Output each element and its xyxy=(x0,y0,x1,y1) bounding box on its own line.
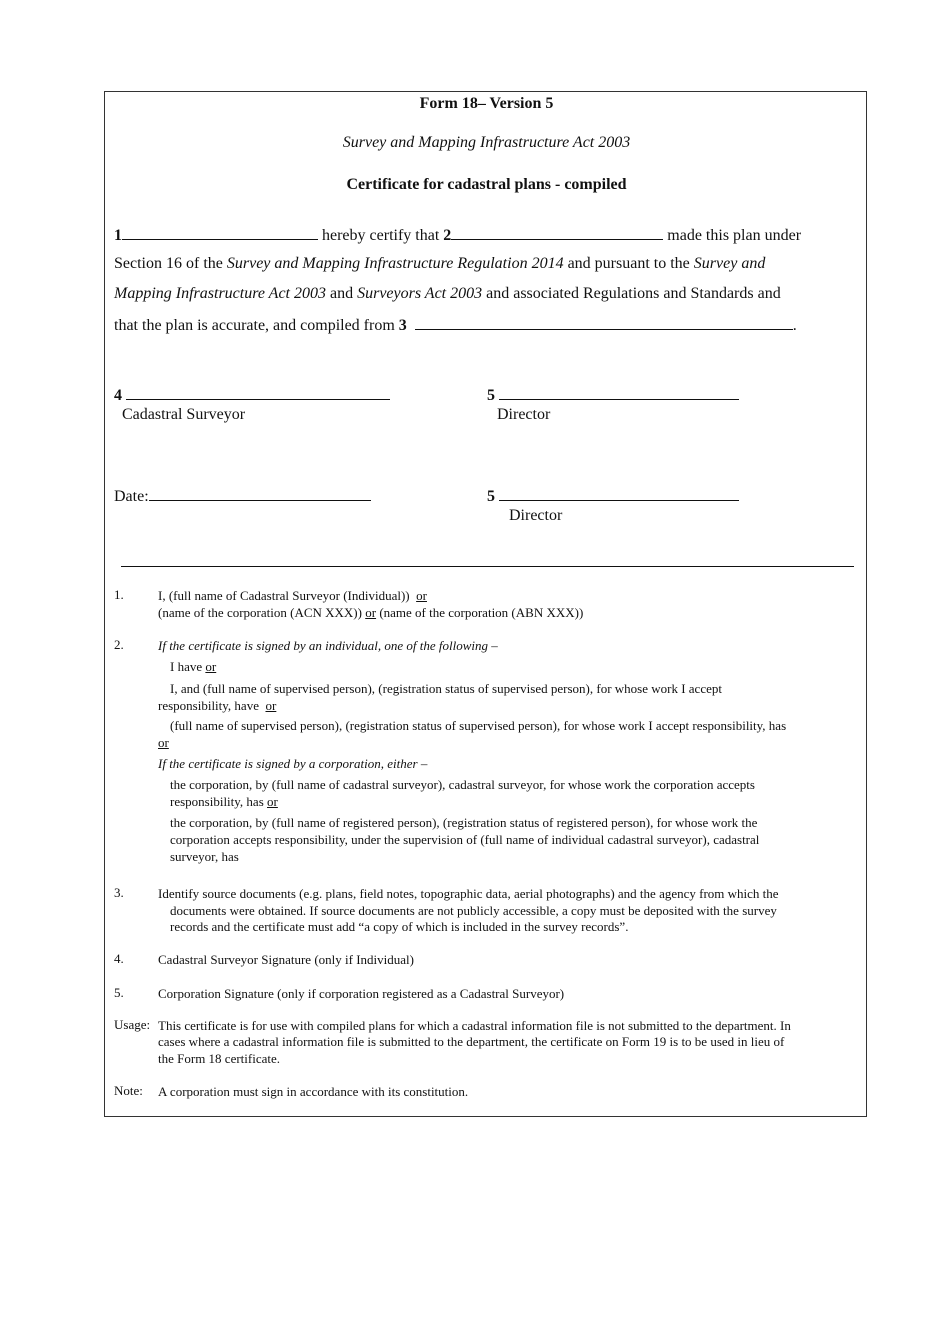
field-number-2: 2 xyxy=(443,227,452,244)
surveyor-signature-line: 4 xyxy=(114,385,390,405)
field-number-3: 3 xyxy=(398,317,407,334)
note-2-option-d-line-1: the corporation, by (full name of cadastral surveyor), cadastral surveyor, for whose work the corporation accepts xyxy=(170,777,755,792)
note-2-option-c-line-1: (full name of supervised person), (registration status of supervised person), for whose work I accept responsibility, has xyxy=(170,718,787,733)
note-text: A corporation must sign in accordance with its constitution. xyxy=(158,1084,469,1099)
note-5-text: Corporation Signature (only if corporation registered as a Cadastral Surveyor) xyxy=(158,986,565,1001)
director-signature-line-2: 5 xyxy=(487,486,739,506)
certificate-line-4: that the plan is accurate, and compiled from 3 . xyxy=(114,317,797,334)
note-2-number: 2. xyxy=(114,637,124,652)
note-1-line-1: I, (full name of Cadastral Surveyor (Individual)) or xyxy=(158,588,427,603)
director-signature-blank-1[interactable] xyxy=(499,385,739,400)
surveyor-signature-blank[interactable] xyxy=(126,385,390,400)
date-line xyxy=(114,486,371,506)
note-4-text: Cadastral Surveyor Signature (only if Individual) xyxy=(158,952,414,967)
note-2-option-c-or: or xyxy=(158,735,169,750)
act-title: Survey and Mapping Infrastructure Act 2003 xyxy=(342,134,631,151)
note-3-line-2: documents were obtained. If source documents are not publicly accessible, a copy must be deposited with the survey xyxy=(170,903,777,918)
note-2-heading: If the certificate is signed by an individual, one of the following – xyxy=(158,638,498,653)
certificate-title: Certificate for cadastral plans - compiled xyxy=(346,176,627,193)
note-2-option-d-line-2: responsibility, has or xyxy=(170,794,278,809)
director-label-1: Director xyxy=(497,406,551,423)
form-title: Form 18– Version 5 xyxy=(419,95,554,112)
director-label-2: Director xyxy=(509,507,563,524)
note-1-line-2: (name of the corporation (ACN XXX)) or (name of the corporation (ABN XXX)) xyxy=(158,605,584,620)
note-5-number: 5. xyxy=(114,985,124,1000)
certificate-line-2: Section 16 of the Survey and Mapping Infrastructure Regulation 2014 and pursuant to the Survey and xyxy=(114,255,766,272)
note-2-option-b-line-1: I, and (full name of supervised person), (registration status of supervised person), for whose work I accept xyxy=(170,681,722,696)
note-2-option-e-line-1: the corporation, by (full name of registered person), (registration status of registered person), for whose work the xyxy=(170,815,758,830)
form-frame xyxy=(104,91,867,1117)
usage-line-2: cases where a cadastral information file is submitted to the department, the certificate on Form 19 is to be used in lieu of xyxy=(158,1034,785,1049)
maker-name-blank[interactable] xyxy=(451,225,663,240)
note-4-number: 4. xyxy=(114,951,124,966)
usage-label: Usage: xyxy=(114,1017,151,1032)
certificate-line-1: 1 hereby certify that 2 made this plan under xyxy=(114,227,802,244)
surveyor-name-blank[interactable] xyxy=(122,225,318,240)
date-blank[interactable] xyxy=(149,486,371,501)
director-signature-line-1: 5 xyxy=(487,385,739,405)
note-2-option-e-line-3: surveyor, has xyxy=(170,849,239,864)
usage-line-3: the Form 18 certificate. xyxy=(158,1051,281,1066)
note-2-option-a: I have or xyxy=(170,659,217,674)
note-3-line-3: records and the certificate must add “a copy of which is included in the survey records”. xyxy=(170,919,629,934)
date-label: Date: xyxy=(114,488,149,505)
divider-line xyxy=(121,566,854,567)
director-signature-blank-2[interactable] xyxy=(499,486,739,501)
note-3-number: 3. xyxy=(114,885,124,900)
cadastral-surveyor-label: Cadastral Surveyor xyxy=(122,406,246,423)
note-2-option-e-line-2: corporation accepts responsibility, under the supervision of (full name of individual cadastral surveyor), cadastral xyxy=(170,832,760,847)
source-blank[interactable] xyxy=(415,315,793,330)
certificate-line-3: Mapping Infrastructure Act 2003 and Surveyors Act 2003 and associated Regulations and Standards and xyxy=(114,285,781,302)
note-2-corporation-heading: If the certificate is signed by a corporation, either – xyxy=(158,756,428,771)
note-2-option-b-line-2: responsibility, have or xyxy=(158,698,277,713)
field-number-1: 1 xyxy=(114,227,122,244)
usage-line-1: This certificate is for use with compiled plans for which a cadastral information file is not submitted to the department. In xyxy=(158,1018,791,1033)
note-1-number: 1. xyxy=(114,587,124,602)
note-3-line-1: Identify source documents (e.g. plans, field notes, topographic data, aerial photographs) and the agency from which the xyxy=(158,886,779,901)
note-label: Note: xyxy=(114,1083,143,1098)
